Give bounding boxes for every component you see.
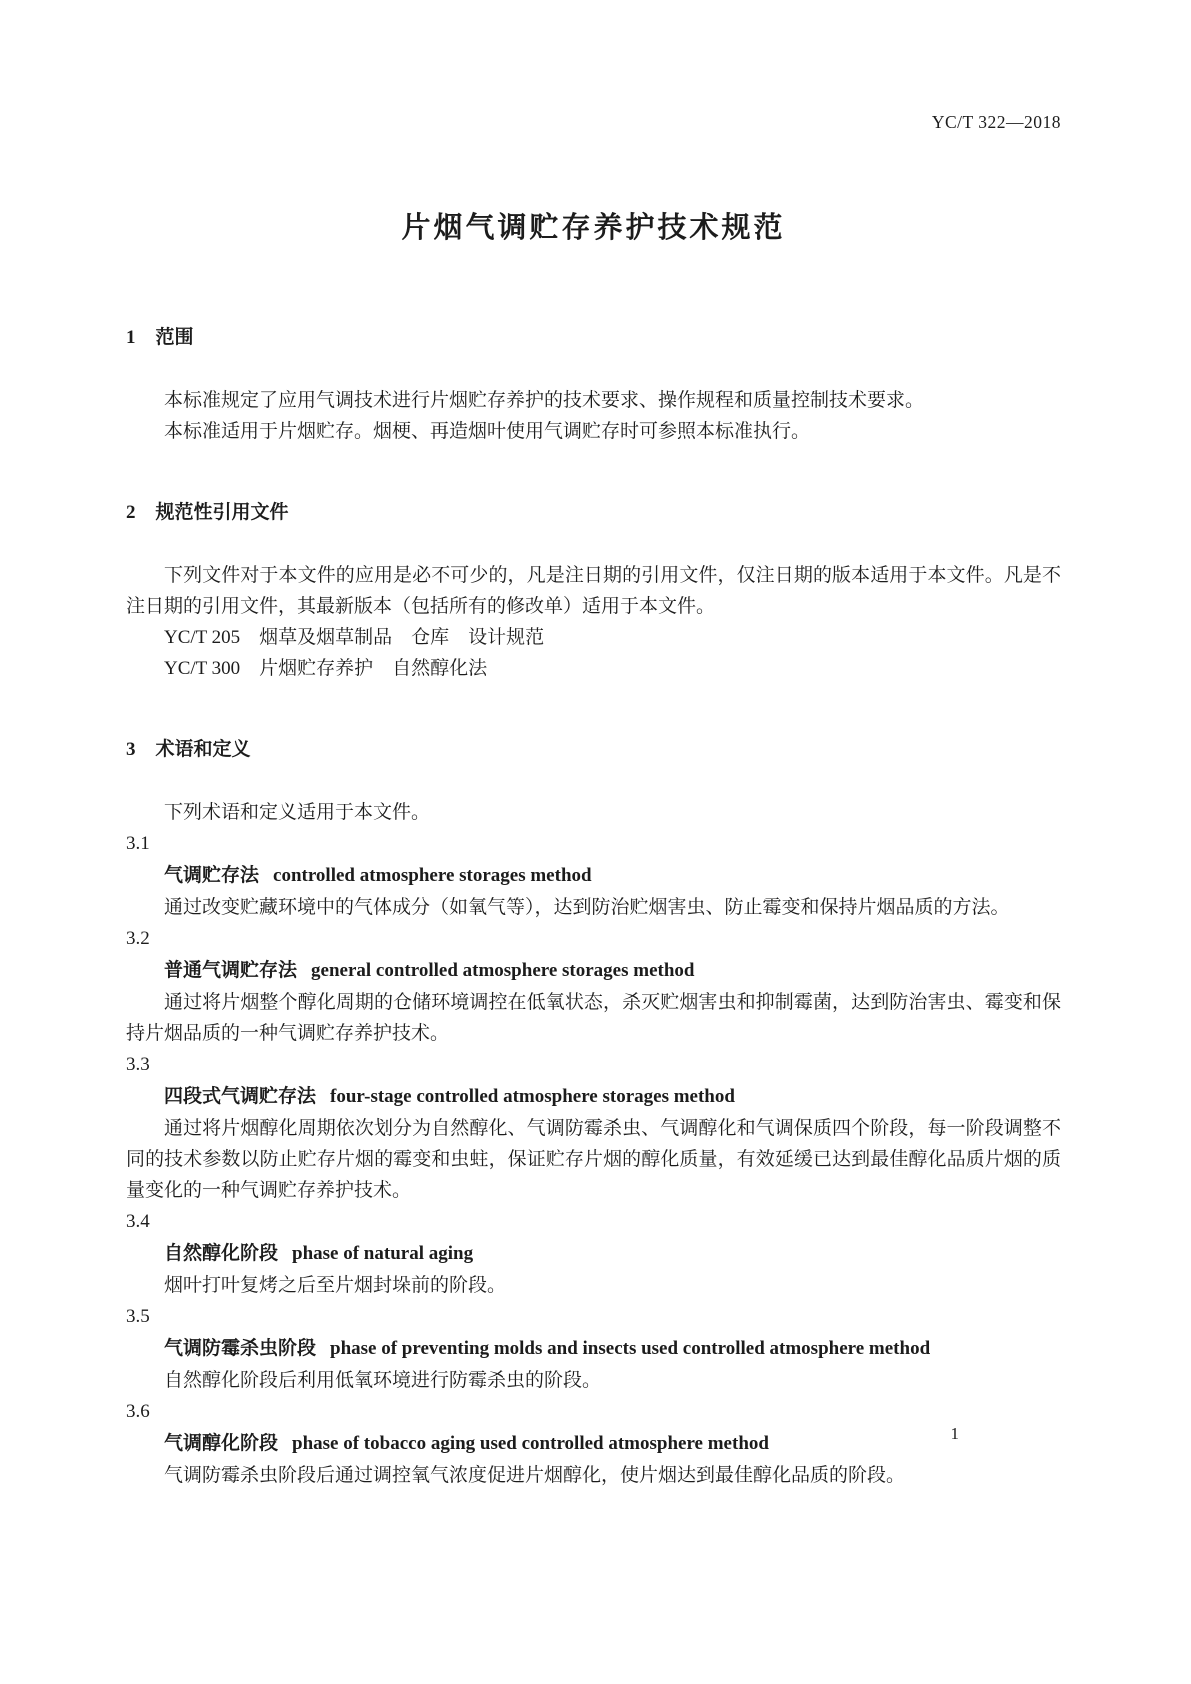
term-name-zh: 气调贮存法 bbox=[164, 865, 260, 886]
normative-reference-2: YC/T 300 片烟贮存养护 自然醇化法 bbox=[164, 658, 488, 679]
term-block-3-2 bbox=[126, 923, 1061, 1049]
term-name-zh: 气调防霉杀虫阶段 bbox=[164, 1338, 317, 1359]
term-name-zh: 四段式气调贮存法 bbox=[164, 1086, 317, 1107]
term-name-en: phase of preventing molds and insects used controlled atmosphere method bbox=[330, 1338, 931, 1359]
term-number: 3.1 bbox=[126, 833, 150, 854]
section-3-intro: 下列术语和定义适用于本文件。 bbox=[164, 802, 431, 823]
term-definition: 烟叶打叶复烤之后至片烟封垛前的阶段。 bbox=[164, 1275, 507, 1296]
term-block-3-3 bbox=[126, 1049, 1061, 1206]
section-3-heading bbox=[126, 734, 1061, 761]
section-2-title: 规范性引用文件 bbox=[155, 502, 289, 523]
section-1-paragraph-1: 本标准规定了应用气调技术进行片烟贮存养护的技术要求、操作规程和质量控制技术要求。 bbox=[164, 390, 925, 411]
document-title: 片烟气调贮存养护技术规范 bbox=[401, 212, 786, 244]
term-name-en: phase of natural aging bbox=[292, 1243, 474, 1264]
term-name-en: four-stage controlled atmosphere storages method bbox=[330, 1086, 735, 1107]
section-3-title: 术语和定义 bbox=[155, 739, 251, 760]
term-name-en: controlled atmosphere storages method bbox=[273, 865, 592, 886]
term-name-en: general controlled atmosphere storages method bbox=[311, 960, 695, 981]
section-1-number: 1 bbox=[126, 327, 136, 348]
term-heading bbox=[126, 955, 1061, 987]
term-definition: 通过改变贮藏环境中的气体成分（如氧气等），达到防治贮烟害虫、防止霉变和保持片烟品质的方法。 bbox=[164, 897, 1010, 918]
term-block-3-1 bbox=[126, 828, 1061, 923]
term-number: 3.5 bbox=[126, 1306, 150, 1327]
term-definition: 自然醇化阶段后利用低氧环境进行防霉杀虫的阶段。 bbox=[164, 1370, 602, 1391]
term-name-zh: 普通气调贮存法 bbox=[164, 960, 298, 981]
term-heading bbox=[126, 860, 1061, 892]
section-1-title: 范围 bbox=[155, 327, 194, 348]
term-name-zh: 气调醇化阶段 bbox=[164, 1433, 279, 1454]
term-block-3-4 bbox=[126, 1206, 1061, 1301]
section-2-heading bbox=[126, 497, 1061, 524]
term-heading bbox=[126, 1428, 1061, 1460]
section-2-number: 2 bbox=[126, 502, 136, 523]
doc-code-header: YC/T 322—2018 bbox=[931, 112, 1061, 132]
section-1-heading bbox=[126, 322, 1061, 349]
term-number: 3.3 bbox=[126, 1054, 150, 1075]
term-definition: 通过将片烟醇化周期依次划分为自然醇化、气调防霉杀虫、气调醇化和气调保质四个阶段，每一阶段调整不同的技术参数以防止贮存片烟的霉变和虫蛀，保证贮存片烟的醇化质量，有效延缓已达到最佳醇化品质片烟的质量变化的一种气调贮存养护技术。 bbox=[126, 1118, 1061, 1201]
section-1-paragraph-2: 本标准适用于片烟贮存。烟梗、再造烟叶使用气调贮存时可参照本标准执行。 bbox=[164, 421, 811, 442]
term-definition: 气调防霉杀虫阶段后通过调控氧气浓度促进片烟醇化，使片烟达到最佳醇化品质的阶段。 bbox=[164, 1465, 906, 1486]
term-number: 3.2 bbox=[126, 928, 150, 949]
term-number: 3.4 bbox=[126, 1211, 150, 1232]
section-3-number: 3 bbox=[126, 739, 136, 760]
term-definition: 通过将片烟整个醇化周期的仓储环境调控在低氧状态，杀灭贮烟害虫和抑制霉菌，达到防治害虫、霉变和保持片烟品质的一种气调贮存养护技术。 bbox=[126, 992, 1061, 1044]
term-number: 3.6 bbox=[126, 1401, 150, 1422]
page-number: 1 bbox=[950, 1424, 959, 1443]
term-heading bbox=[126, 1081, 1061, 1113]
term-block-3-5 bbox=[126, 1301, 1061, 1396]
term-heading bbox=[126, 1238, 1061, 1270]
term-heading bbox=[126, 1333, 1061, 1365]
normative-reference-1: YC/T 205 烟草及烟草制品 仓库 设计规范 bbox=[164, 627, 545, 648]
term-block-3-6 bbox=[126, 1396, 1061, 1491]
section-2-paragraph-1: 下列文件对于本文件的应用是必不可少的，凡是注日期的引用文件，仅注日期的版本适用于本文件。凡是不注日期的引用文件，其最新版本（包括所有的修改单）适用于本文件。 bbox=[126, 565, 1061, 617]
term-name-en: phase of tobacco aging used controlled atmosphere method bbox=[292, 1433, 769, 1454]
term-name-zh: 自然醇化阶段 bbox=[164, 1243, 279, 1264]
